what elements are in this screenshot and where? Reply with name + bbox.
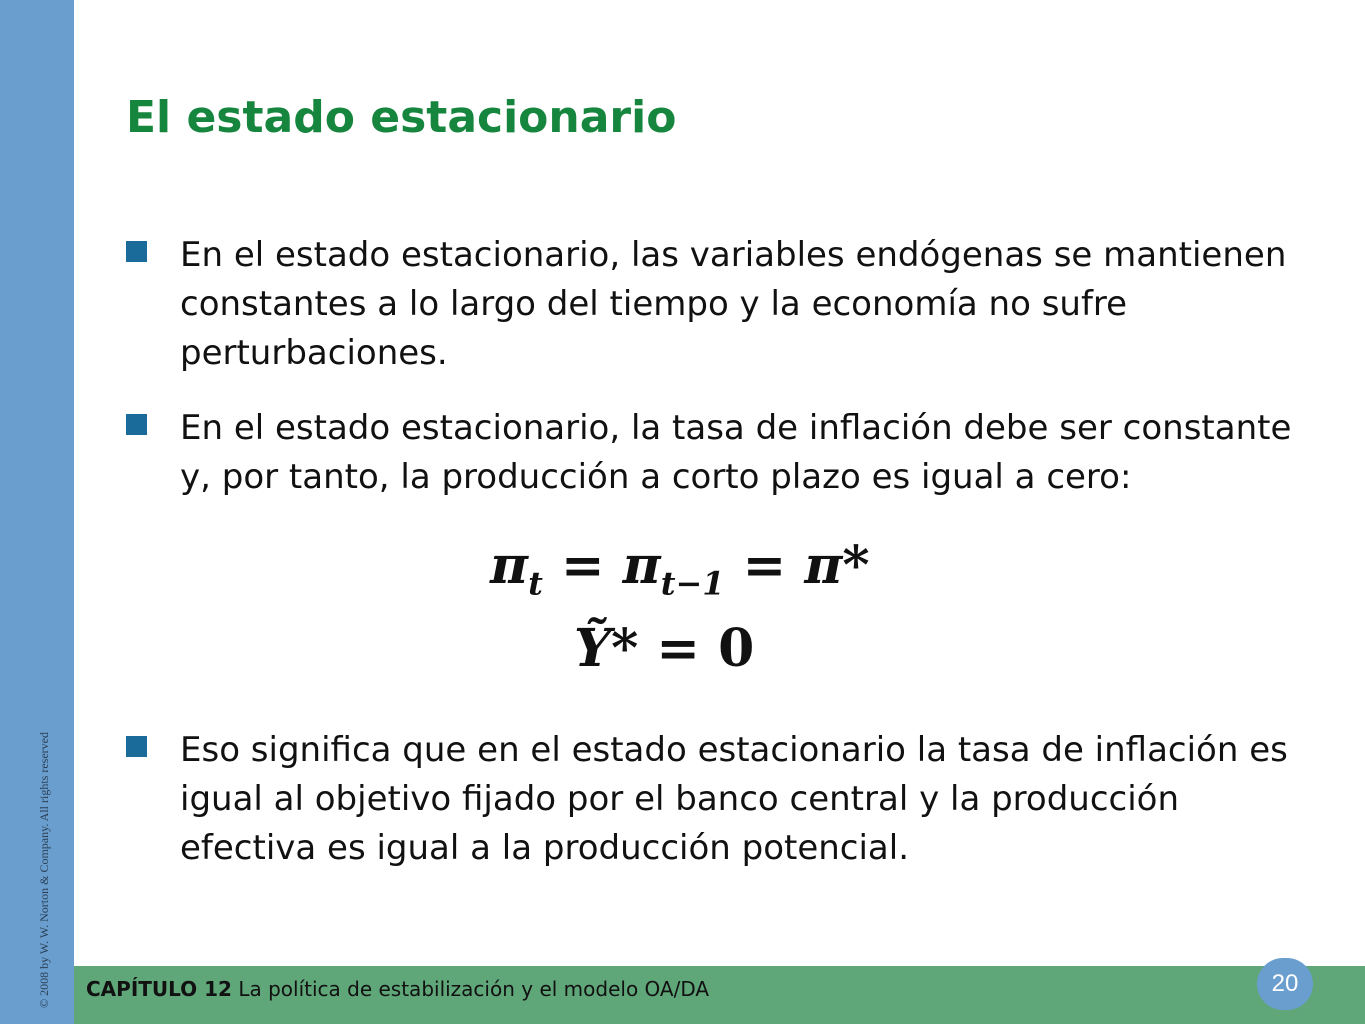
eq-sub: t−1 <box>660 564 725 603</box>
footer-chapter <box>86 977 709 1001</box>
eq-equals: = <box>724 535 805 596</box>
bullet-square-icon <box>126 241 147 262</box>
eq-pi: π <box>490 535 529 596</box>
bullet-item <box>126 404 1326 502</box>
eq-pi: π <box>622 535 661 596</box>
bullet-square-icon <box>126 414 147 435</box>
bullet-text: En el estado estacionario, las variables endógenas se mantienen constantes a lo largo del tiempo y la economía no sufre perturbaciones. <box>180 235 1287 373</box>
copyright-notice: © 2008 by W. W. Norton & Company. All rights reserved <box>37 732 51 1008</box>
bullet-item <box>126 231 1326 378</box>
page-number: 20 <box>1257 958 1313 1010</box>
eq-equals: = <box>542 535 623 596</box>
chapter-title: La política de estabilización y el modelo OA/DA <box>231 977 710 1001</box>
eq-zero: 0 <box>718 618 755 679</box>
equation-inflation <box>490 535 910 602</box>
bullet-square-icon <box>126 736 147 757</box>
eq-pi-star: π* <box>804 535 870 596</box>
equation-output-gap <box>574 618 994 679</box>
eq-y-tilde: Ỹ* <box>574 618 639 679</box>
bullet-item <box>126 726 1326 873</box>
chapter-number: CAPÍTULO 12 <box>86 977 232 1001</box>
eq-equals: = <box>638 618 719 679</box>
eq-sub: t <box>528 564 543 603</box>
bullet-text: Eso significa que en el estado estacionario la tasa de inflación es igual al objetivo fijado por el banco central y la producción efectiva es igual a la producción potencial. <box>180 730 1288 868</box>
bullet-text: En el estado estacionario, la tasa de inflación debe ser constante y, por tanto, la producción a corto plazo es igual a cero: <box>180 408 1292 497</box>
slide-title: El estado estacionario <box>126 92 677 143</box>
